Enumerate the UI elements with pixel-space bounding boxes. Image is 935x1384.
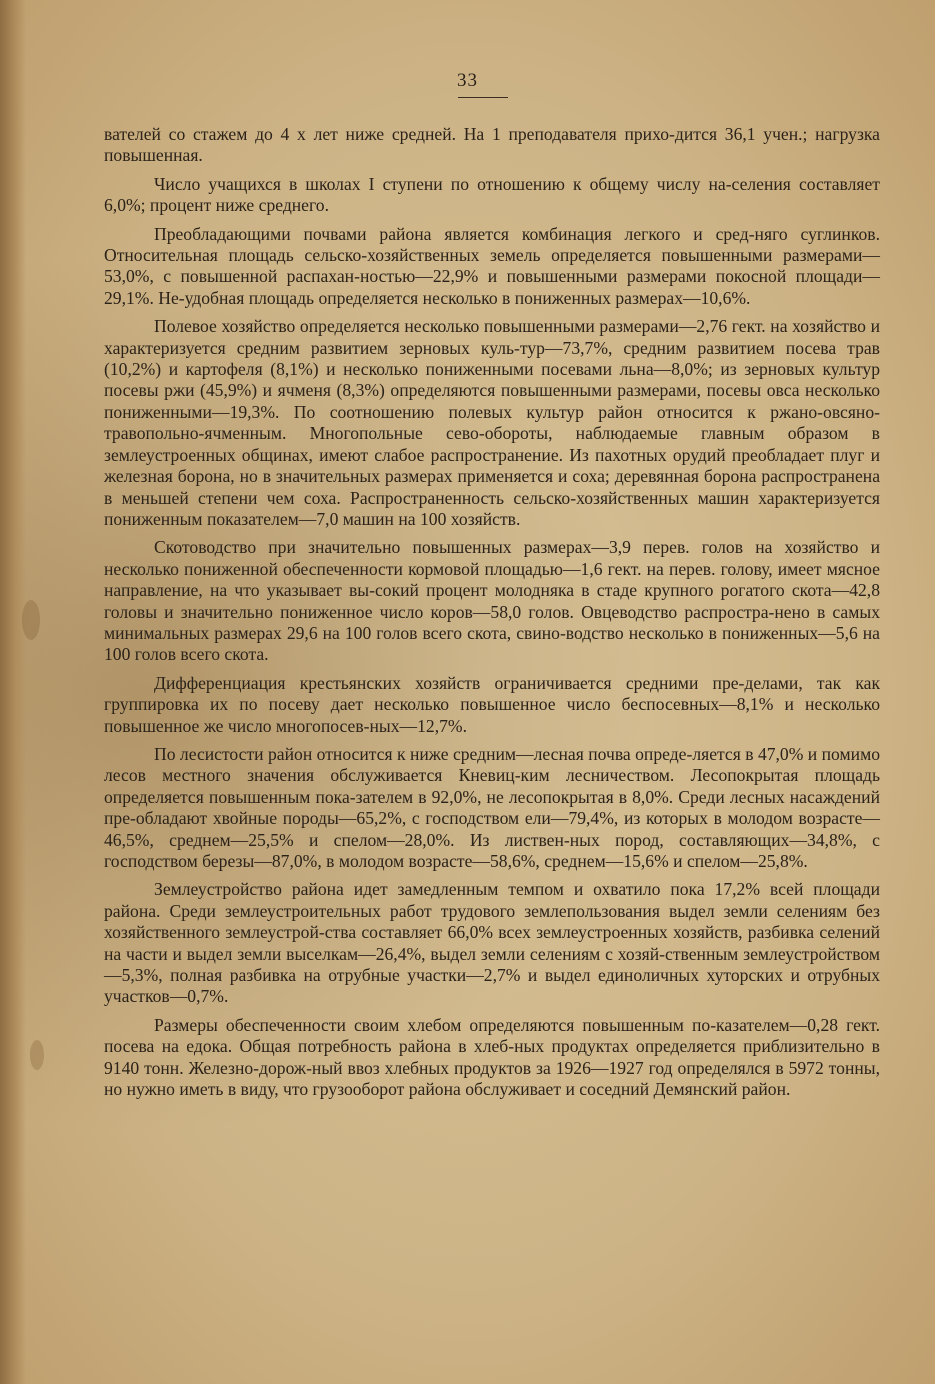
paragraph: вателей со стажем до 4 х лет ниже средней. На 1 преподавателя прихо-дится 36,1 учен.; нагрузка повышенная. bbox=[104, 124, 880, 166]
body-text bbox=[104, 124, 880, 1107]
paragraph: Скотоводство при значительно повышенных размерах—3,9 перев. голов на хозяйство и несколько пониженной обеспеченности кормовой площадью—1,6 гект. на перев. голову, имеет мясное направление, на что указывает вы-сокий процент молодняка в стаде крупного рогатого скота—42,8 головы и значительно пониженное число коров—58,0 голов. Овцеводство распростра-нено в самых минимальных размерах 29,6 на 100 голов всего скота, свино-водство несколько в пониженных—5,6 на 100 голов всего скота. bbox=[104, 537, 880, 665]
page-number: 33 bbox=[457, 70, 478, 91]
page-binding-edge bbox=[0, 0, 26, 1384]
paragraph: Полевое хозяйство определяется несколько повышенными размерами—2,76 гект. на хозяйство и характеризуется средним развитием зерновых куль-тур—73,7%, средним развитием посева трав (10,2%) и картофеля (8,1%) и несколько пониженными посевами льна—8,0%; из зерновых культур посевы ржи (45,9%) и ячменя (8,3%) определяются повышенными размерами, посевы овса несколько пониженными—19,3%. По соотношению полевых культур район относится к ржано-овсяно-травопольно-ячменным. Многопольные сево-обороты, наблюдаемые главным образом в землеустроенных общинах, имеют слабое распространение. Из пахотных орудий преобладает плуг и железная борона, но в значительных размерах применяется и соха; деревянная борона распространена в меньшей степени чем соха. Распространенность сельско-хозяйственных машин характеризуется пониженным показателем—7,0 машин на 100 хозяйств. bbox=[104, 316, 880, 529]
paragraph: Дифференциация крестьянских хозяйств ограничивается средними пре-делами, так как группировка их по посеву дает несколько повышенное число беспосевных—8,1% и несколько повышенное же число многопосев-ных—12,7%. bbox=[104, 672, 880, 736]
paragraph: По лесистости район относится к ниже средним—лесная почва опреде-ляется в 47,0% и помимо лесов местного значения обслуживается Кневиц-ким лесничеством. Лесопокрытая площадь определяется повышенным пока-зателем в 92,0%, не лесопокрытая в 8,0%. Среди лесных насаждений пре-обладают хвойные породы—65,2%, с господством ели—79,4%, из которых в молодом возрасте—46,5%, среднем—25,5% и спелом—28,0%. Из листвен-ных пород, составляющих—34,8%, с господством березы—87,0%, в молодом возрасте—58,6%, среднем—15,6% и спелом—25,8%. bbox=[104, 743, 880, 871]
paper-stain bbox=[22, 600, 40, 640]
page-number-rule bbox=[458, 97, 508, 98]
paragraph: Число учащихся в школах I ступени по отношению к общему числу на-селения составляет 6,0%; процент ниже среднего. bbox=[104, 173, 880, 216]
paragraph: Размеры обеспеченности своим хлебом определяются повышенным по-казателем—0,28 гект. посева на едока. Общая потребность района в хлеб-ных продуктах определяется приблизительно в 9140 тонн. Железно-дорож-ный ввоз хлебных продуктов за 1926—1927 год определялся в 5972 тонны, но нужно иметь в виду, что грузооборот района обслуживает и соседний Демянский район. bbox=[104, 1014, 880, 1100]
paper-stain bbox=[30, 1040, 44, 1070]
paragraph: Землеустройство района идет замедленным темпом и охватило пока 17,2% всей площади района. Среди землеустроительных работ трудового землепользования выдел земли селениям без хозяйственного землеустрой-ства составляет 66,0% всех землеустроенных хозяйств, разбивка селений на части и выдел земли выселкам—26,4%, выдел земли селениям с хозяй-ственным землеустройством—5,3%, полная разбивка на отрубные участки—2,7% и выдел единоличных хуторских и отрубных участков—0,7%. bbox=[104, 879, 880, 1007]
paragraph: Преобладающими почвами района является комбинация легкого и сред-няго суглинков. Относительная площадь сельско-хозяйственных земель определяется повышенными размерами—53,0%, с повышенной распахан-ностью—22,9% и повышенными размерами покосной площади—29,1%. Не-удобная площадь определяется несколько в пониженных размерах—10,6%. bbox=[104, 223, 880, 308]
